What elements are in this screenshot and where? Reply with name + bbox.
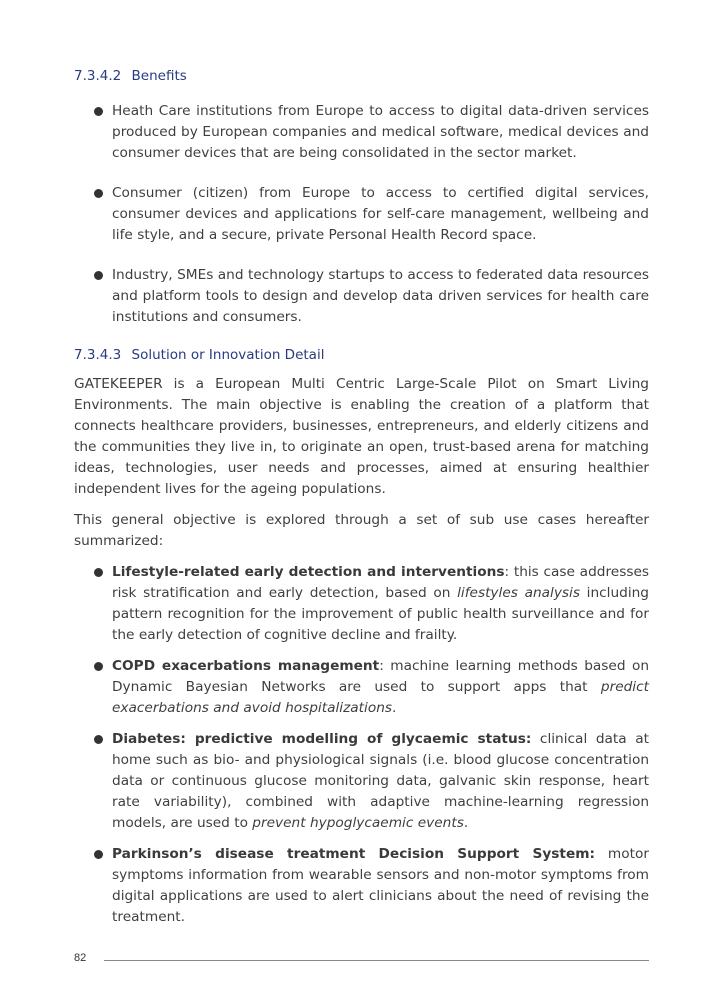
solution-heading — [74, 345, 649, 365]
list-item: Diabetes: predictive modelling of glycaemic status: clinical data at home such as bio- and physiological signals (i.e. blood glucose concentration data or continuous glucose monitoring data, galvanic skin response, heart rate variability), combined with adaptive machine-learning regression models, are used to prevent hypoglycaemic events. — [74, 729, 649, 834]
use-case-emphasis: prevent hypoglycaemic events — [252, 815, 464, 831]
bullet-icon — [94, 662, 103, 671]
page-content — [74, 62, 649, 928]
use-case-emphasis: predict exacerbations and avoid hospitalizations — [112, 679, 649, 716]
list-item: Lifestyle-related early detection and interventions: this case addresses risk stratification and early detection, based on lifestyles analysis including pattern recognition for the improvement of public health surveillance and for the early detection of cognitive decline and frailty. — [74, 562, 649, 646]
solution-heading-title: Solution or Innovation Detail — [131, 347, 325, 363]
bullet-icon — [94, 568, 103, 577]
use-case-title: Diabetes: predictive modelling of glycaemic status: — [112, 731, 532, 747]
benefits-heading-number: 7.3.4.2 — [74, 68, 122, 84]
use-case-title: Parkinson’s disease treatment Decision Support System: — [112, 846, 595, 862]
list-item: Parkinson’s disease treatment Decision Support System: motor symptoms information from wearable sensors and non-motor symptoms from digital applications are used to alert clinicians about the need of revising the treatment. — [74, 844, 649, 928]
benefits-heading — [74, 66, 649, 86]
benefits-list — [74, 101, 649, 328]
use-case-emphasis: lifestyles analysis — [457, 585, 580, 601]
solution-paragraph-1: GATEKEEPER is a European Multi Centric Large-Scale Pilot on Smart Living Environments. The main objective is enabling the creation of a platform that connects healthcare providers, businesses, entrepreneurs, and elderly citizens and the communities they live in, to originate an open, trust-based arena for matching ideas, technologies, user needs and processes, aimed at ensuring healthier independent lives for the ageing populations. — [74, 376, 649, 497]
use-case-title: Lifestyle-related early detection and interventions — [112, 564, 505, 580]
use-case-list — [74, 562, 649, 928]
solution-paragraph-2: This general objective is explored through a set of sub use cases hereafter summarized: — [74, 512, 649, 549]
list-item: COPD exacerbations management: machine learning methods based on Dynamic Bayesian Networks are used to support apps that predict exacerbations and avoid hospitalizations. — [74, 656, 649, 719]
bullet-icon — [94, 271, 103, 280]
list-item: Heath Care institutions from Europe to access to digital data-driven services produced by European companies and medical software, medical devices and consumer devices that are being consolidated in the sector market. — [74, 101, 649, 164]
solution-heading-number: 7.3.4.3 — [74, 347, 122, 363]
bullet-icon — [94, 850, 103, 859]
bullet-icon — [94, 735, 103, 744]
list-item: Industry, SMEs and technology startups to access to federated data resources and platform tools to design and develop data driven services for health care institutions and consumers. — [74, 265, 649, 328]
benefits-heading-title: Benefits — [131, 68, 187, 84]
footer-rule — [104, 960, 649, 961]
page-number: 82 — [74, 952, 87, 964]
use-case-title: COPD exacerbations management — [112, 658, 380, 674]
bullet-icon — [94, 107, 103, 116]
bullet-icon — [94, 189, 103, 198]
page-footer — [74, 952, 649, 968]
list-item: Consumer (citizen) from Europe to access to certified digital services, consumer devices and applications for self-care management, wellbeing and life style, and a secure, private Personal Health Record space. — [74, 183, 649, 246]
